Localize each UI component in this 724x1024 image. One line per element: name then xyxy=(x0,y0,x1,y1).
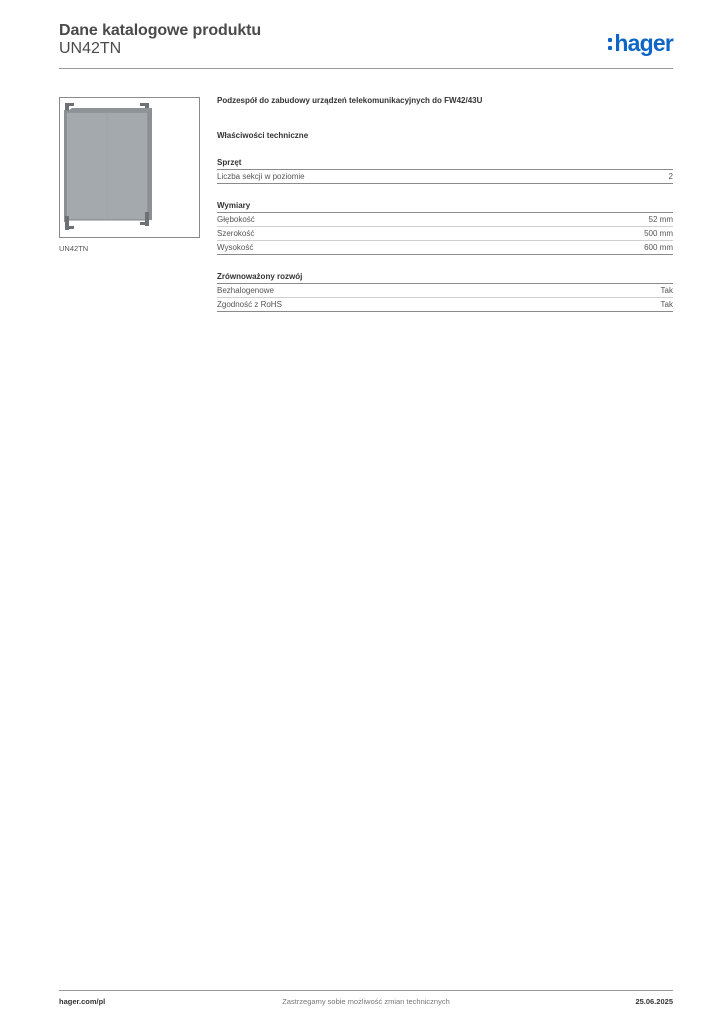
page-header xyxy=(59,22,673,70)
property-label: Zgodność z RoHS xyxy=(217,300,282,309)
footer-website-link[interactable]: hager.com/pl xyxy=(59,997,106,1006)
property-row xyxy=(217,227,673,241)
property-value: 600 mm xyxy=(644,243,673,252)
image-caption: UN42TN xyxy=(59,244,89,253)
group-title: Wymiary xyxy=(217,200,673,213)
footer-notice: Zastrzegamy sobie możliwość zmian technicznych xyxy=(282,997,450,1006)
property-group-dimensions xyxy=(217,200,673,255)
logo-colon-icon xyxy=(608,38,612,50)
page-footer xyxy=(59,997,673,1011)
property-value: Tak xyxy=(660,286,673,295)
property-row xyxy=(217,170,673,184)
property-value: 500 mm xyxy=(644,229,673,238)
property-value: 2 xyxy=(668,172,673,181)
hager-logo xyxy=(608,30,673,57)
property-label: Szerokość xyxy=(217,229,255,238)
group-title: Zrównoważony rozwój xyxy=(217,271,673,284)
product-description: Podzespół do zabudowy urządzeń telekomunikacyjnych do FW42/43U xyxy=(217,96,483,105)
product-details xyxy=(217,95,673,312)
property-row xyxy=(217,241,673,255)
property-label: Bezhalogenowe xyxy=(217,286,274,295)
property-label: Wysokość xyxy=(217,243,254,252)
footer-date: 25.06.2025 xyxy=(635,997,673,1006)
property-group-equipment xyxy=(217,157,673,184)
property-row xyxy=(217,298,673,312)
property-value: Tak xyxy=(660,300,673,309)
logo-text: hager xyxy=(614,30,673,56)
page-title: Dane katalogowe produktu xyxy=(59,22,262,39)
footer-divider xyxy=(59,990,673,991)
product-image-frame xyxy=(59,97,200,238)
group-title: Sprzęt xyxy=(217,157,673,170)
header-divider xyxy=(59,68,673,69)
product-code: UN42TN xyxy=(59,40,122,57)
mounting-plate-product-image xyxy=(60,98,199,237)
property-group-sustainability xyxy=(217,271,673,312)
property-value: 52 mm xyxy=(648,215,673,224)
property-label: Liczba sekcji w poziomie xyxy=(217,172,305,181)
properties-heading: Właściwości techniczne xyxy=(217,131,309,140)
property-label: Głębokość xyxy=(217,215,255,224)
property-row xyxy=(217,213,673,227)
property-row xyxy=(217,284,673,298)
